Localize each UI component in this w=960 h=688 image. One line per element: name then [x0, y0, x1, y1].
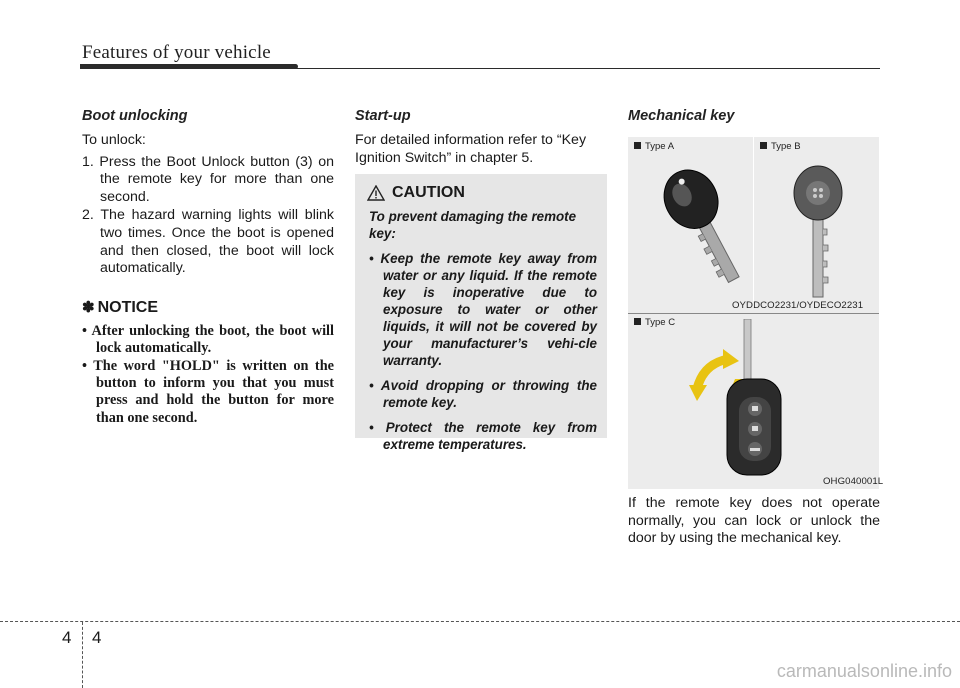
boot-unlocking-intro: To unlock: — [82, 132, 146, 148]
column-boot-unlocking — [82, 108, 334, 427]
caution-box — [355, 174, 607, 452]
mechanical-key-heading: Mechanical key — [628, 108, 735, 124]
figure-divider-vertical — [753, 137, 754, 307]
mechanical-key-text: If the remote key does not operate normally, you can lock or unlock the door by using the mechanical key. — [628, 495, 880, 547]
header-rule — [80, 68, 880, 69]
caution-heading — [367, 184, 465, 202]
notice-heading — [82, 298, 334, 317]
notice-item: • The word "HOLD" is written on the button to inform you that you must press and hold the button for more than one second. — [82, 357, 334, 426]
step-item: 1. Press the Boot Unlock button (3) on the remote key for more than one second. — [82, 153, 334, 205]
type-a-key-image — [648, 165, 743, 300]
caution-item: • Avoid dropping or throwing the remote key. — [369, 378, 597, 410]
start-up-heading: Start-up — [355, 108, 411, 124]
notice-title: NOTICE — [97, 298, 159, 316]
type-a-label: Type A — [634, 141, 674, 152]
boot-unlocking-steps — [82, 154, 334, 278]
mechanical-key-figure — [628, 137, 884, 489]
column-mechanical-key — [628, 108, 880, 132]
column-start-up — [355, 108, 607, 167]
figure-code-bottom: OHG040001L — [823, 476, 884, 487]
notice-item: • After unlocking the boot, the boot will lock automatically. — [82, 322, 334, 357]
caution-item: • Keep the remote key away from water or any liquid. If the remote key is inoperative due to exposure to water or other liquids, it will not be covered by your manufacturer’s vehi-cle warranty. — [369, 251, 597, 368]
step-item: 2. The hazard warning lights will blink two times. Once the boot is opened and then closed, the boot will lock automatically. — [82, 207, 334, 277]
notice-mark-icon: ✽ — [82, 298, 95, 316]
type-c-label: Type C — [634, 317, 675, 328]
boot-unlocking-heading: Boot unlocking — [82, 108, 188, 124]
page-section-number: 4 — [62, 628, 72, 647]
type-b-label: Type B — [760, 141, 801, 152]
caution-title: CAUTION — [392, 184, 465, 201]
caution-lead: To prevent damaging the remote key: — [369, 209, 577, 241]
type-b-key-image — [788, 163, 848, 303]
page-header-title: Features of your vehicle — [82, 42, 271, 63]
figure-code-top: OYDDCO2231/OYDECO2231 — [732, 300, 864, 311]
start-up-text: For detailed information refer to “Key Ignition Switch” in chapter 5. — [355, 132, 587, 166]
notice-list — [82, 323, 334, 427]
figure-divider-horizontal — [628, 313, 879, 314]
page-number: 4 — [92, 628, 102, 647]
footer-divider — [82, 622, 83, 688]
watermark: carmanualsonline.info — [776, 661, 952, 681]
caution-item: • Protect the remote key from extreme temperatures. — [369, 420, 597, 452]
footer-rule — [0, 621, 960, 622]
type-c-key-image — [683, 319, 823, 479]
warning-triangle-icon — [367, 185, 385, 201]
caution-list — [369, 250, 597, 461]
